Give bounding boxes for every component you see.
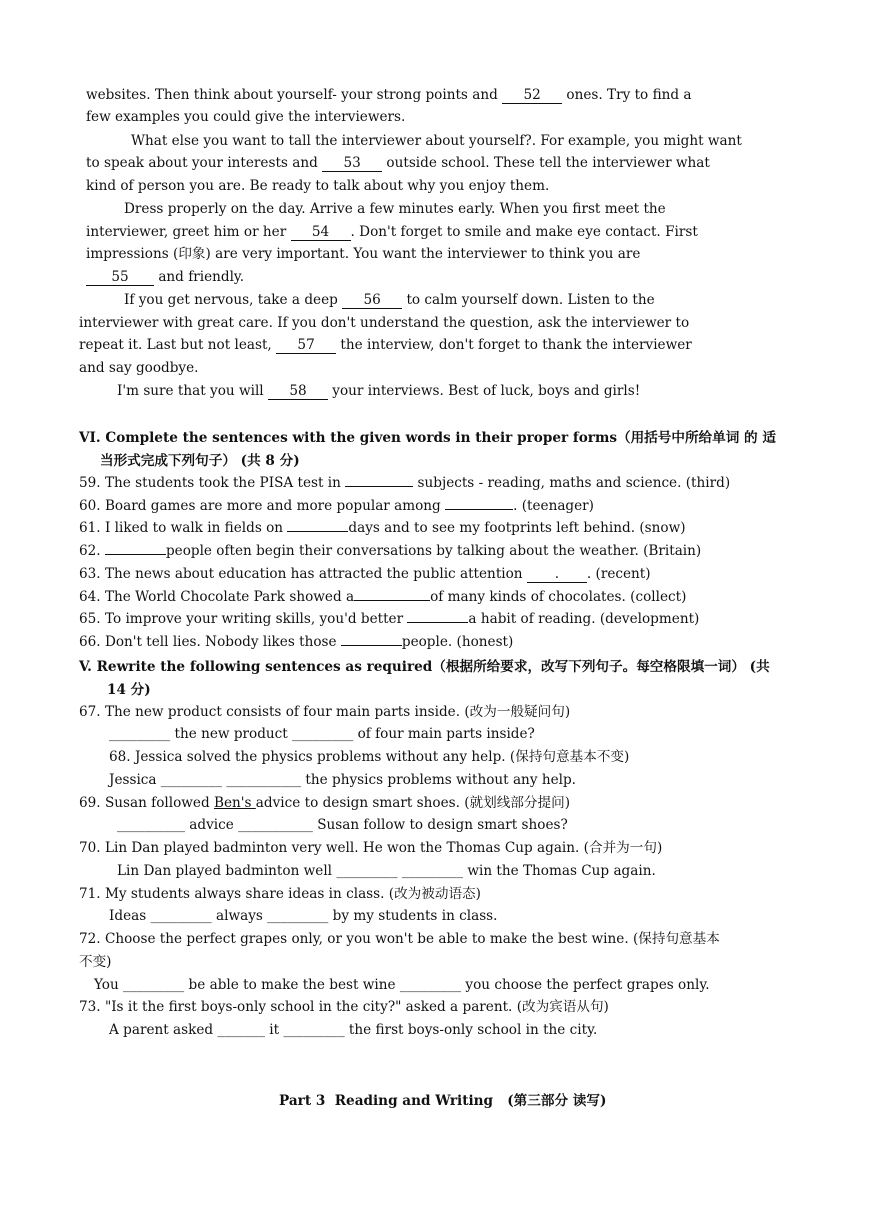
- passage-line-4: [86, 154, 710, 172]
- answer-blank-63[interactable]: .: [527, 567, 587, 583]
- text: people. (honest): [401, 634, 514, 650]
- text: the interview, don't forget to thank the interviewer: [336, 337, 692, 353]
- blank-56: 56: [342, 293, 402, 309]
- text: days and to see my footprints left behind. (snow): [348, 520, 686, 536]
- text: . Don't forget to smile and make eye contact. First: [350, 224, 698, 240]
- underlined-word: Ben's: [213, 795, 256, 811]
- text: a habit of reading. (development): [468, 611, 700, 627]
- question-59: [79, 474, 730, 492]
- blank-55: 55: [86, 270, 154, 286]
- text: to calm yourself down. Listen to the: [402, 292, 655, 308]
- passage-line-14: [117, 382, 640, 400]
- answer-blank-59[interactable]: [345, 486, 413, 487]
- text: outside school. These tell the interviewer what: [382, 155, 710, 171]
- text: 62.: [79, 543, 105, 559]
- passage-line-3: What else you want to tall the interviewer about yourself?. For example, you might want: [131, 133, 742, 149]
- answer-blank-60[interactable]: [445, 509, 513, 510]
- answer-line-68[interactable]: Jessica _________ ___________ the physics problems without any help.: [109, 772, 576, 788]
- question-72-cont: 不变): [79, 954, 112, 970]
- text: to speak about your interests and: [86, 155, 323, 171]
- answer-line-73[interactable]: A parent asked _______ it _________ the first boys-only school in the city.: [109, 1022, 598, 1038]
- text: interviewer, greet him or her: [86, 224, 291, 240]
- question-62: [79, 542, 701, 560]
- question-61: [79, 519, 686, 537]
- blank-52: 52: [502, 88, 562, 104]
- question-60: [79, 497, 594, 515]
- question-65: [79, 610, 699, 628]
- text: 63. The news about education has attracted the public attention: [79, 566, 527, 582]
- text: websites. Then think about yourself- your strong points and: [86, 87, 503, 103]
- answer-line-71[interactable]: Ideas _________ always _________ by my students in class.: [109, 908, 498, 924]
- question-66: [79, 633, 513, 651]
- answer-blank-66[interactable]: [341, 645, 402, 646]
- passage-line-6: Dress properly on the day. Arrive a few minutes early. When you first meet the: [124, 201, 666, 217]
- passage-line-7: [86, 223, 698, 241]
- text: people often begin their conversations by talking about the weather. (Britain): [165, 543, 702, 559]
- blank-57: 57: [276, 338, 336, 354]
- text: of many kinds of chocolates. (collect): [430, 589, 687, 605]
- text: . (teenager): [513, 498, 594, 514]
- text: 61. I liked to walk in fields on: [79, 520, 288, 536]
- text: ones. Try to find a: [562, 87, 692, 103]
- passage-line-9: [86, 268, 244, 286]
- text: 66. Don't tell lies. Nobody likes those: [79, 634, 341, 650]
- text: 59. The students took the PISA test in: [79, 475, 346, 491]
- question-71: 71. My students always share ideas in class. (改为被动语态): [79, 886, 481, 902]
- section-5-heading: V. Rewrite the following sentences as required（根据所给要求，改写下列句子。每空格限填一词） (共: [79, 659, 770, 675]
- part-3-title: Part 3 Reading and Writing (第三部分 读写): [279, 1093, 607, 1109]
- passage-line-10: [124, 291, 655, 309]
- question-70: 70. Lin Dan played badminton very well. He won the Thomas Cup again. (合并为一句): [79, 840, 663, 856]
- answer-blank-62[interactable]: [105, 554, 166, 555]
- passage-line-1: [86, 86, 692, 104]
- text: repeat it. Last but not least,: [79, 337, 277, 353]
- text: subjects - reading, maths and science. (third): [413, 475, 731, 491]
- answer-blank-65[interactable]: [407, 622, 468, 623]
- answer-line-70[interactable]: Lin Dan played badminton well _________ _________ win the Thomas Cup again.: [117, 863, 656, 879]
- passage-line-12: [79, 336, 692, 354]
- section-6-heading: VI. Complete the sentences with the given words in their proper forms（用括号中所给单词 的 适: [79, 430, 776, 446]
- text: If you get nervous, take a deep: [124, 292, 343, 308]
- question-72: 72. Choose the perfect grapes only, or you won't be able to make the best wine. (保持句意基本: [79, 931, 720, 947]
- blank-53: 53: [322, 156, 382, 172]
- blank-54: 54: [291, 225, 351, 241]
- text: and friendly.: [154, 269, 245, 285]
- blank-58: 58: [268, 384, 328, 400]
- passage-line-13: and say goodbye.: [79, 360, 199, 376]
- answer-line-69[interactable]: __________ advice ___________ Susan follow to design smart shoes?: [117, 817, 568, 833]
- text: . (recent): [586, 566, 651, 582]
- answer-line-72[interactable]: You _________ be able to make the best wine _________ you choose the perfect grapes only.: [94, 977, 710, 993]
- question-64: [79, 588, 686, 606]
- question-63: [79, 565, 651, 583]
- answer-blank-64[interactable]: [354, 600, 430, 601]
- section-6-heading-cont: 当形式完成下列句子） (共 8 分): [100, 453, 300, 469]
- question-67: 67. The new product consists of four main parts inside. (改为一般疑问句): [79, 704, 571, 720]
- passage-line-11: interviewer with great care. If you don't understand the question, ask the interviewer to: [79, 315, 690, 331]
- text: 65. To improve your writing skills, you'd better: [79, 611, 408, 627]
- section-5-heading-cont: 14 分): [107, 682, 151, 698]
- passage-line-2: few examples you could give the interviewers.: [86, 109, 406, 125]
- text: your interviews. Best of luck, boys and girls!: [327, 383, 641, 399]
- text: 69. Susan followed: [79, 795, 214, 811]
- question-68: 68. Jessica solved the physics problems without any help. (保持句意基本不变): [109, 749, 630, 765]
- passage-line-5: kind of person you are. Be ready to talk about why you enjoy them.: [86, 178, 550, 194]
- text: I'm sure that you will: [117, 383, 268, 399]
- answer-line-67[interactable]: _________ the new product _________ of four main parts inside?: [109, 726, 535, 742]
- question-73: 73. "Is it the first boys-only school in the city?" asked a parent. (改为宾语从句): [79, 999, 609, 1015]
- answer-blank-61[interactable]: [287, 531, 348, 532]
- text: 60. Board games are more and more popular among: [79, 498, 446, 514]
- text: 64. The World Chocolate Park showed a: [79, 589, 355, 605]
- question-69: [79, 794, 570, 812]
- text: advice to design smart shoes. (就划线部分提问): [255, 795, 571, 811]
- passage-line-8: impressions (印象) are very important. You want the interviewer to think you are: [86, 246, 641, 262]
